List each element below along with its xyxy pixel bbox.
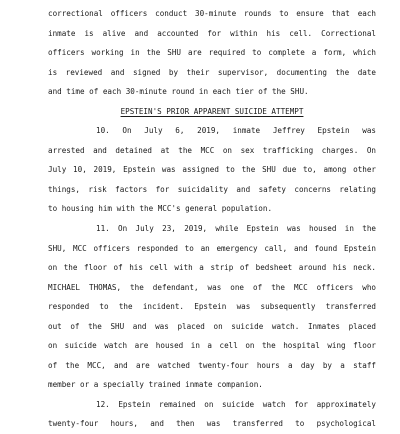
paragraph-12-first-line: 12. Epstein remained on suicide watch for approximately [96, 399, 376, 409]
section-heading: EPSTEIN'S PRIOR APPARENT SUICIDE ATTEMPT [120, 106, 304, 116]
text-line: on suicide watch are housed in a cell on the hospital wing floor [48, 341, 376, 351]
text-line: and time of each 30-minute round in each tier of the SHU. [48, 87, 309, 97]
text-line: SHU, MCC officers responded to an emergency call, and found Epstein [48, 243, 376, 253]
text-line: MICHAEL THOMAS, the defendant, was one of the MCC officers who [48, 282, 376, 292]
text-line: member or a specially trained inmate companion. [48, 380, 263, 390]
text-line: correctional officers conduct 30-minute rounds to ensure that each [48, 9, 376, 18]
text-line: twenty-four hours, and then was transferred to psychological [48, 419, 376, 429]
text-line: responded to the incident. Epstein was subsequently transferred [48, 302, 376, 312]
text-line: inmate is alive and accounted for within his cell. Correctional [48, 28, 376, 38]
text-line: is reviewed and signed by their supervisor, documenting the date [48, 67, 376, 77]
paragraph-11-first-line: 11. On July 23, 2019, while Epstein was housed in the [96, 224, 376, 234]
text-line: on the floor of his cell with a strip of bedsheet around his neck. [48, 263, 376, 273]
text-line: of the MCC, and are watched twenty-four hours a day by a staff [48, 360, 376, 370]
text-line: to housing him with the MCC's general population. [48, 204, 273, 214]
text-line: out of the SHU and was placed on suicide watch. Inmates placed [48, 321, 376, 331]
text-line: July 10, 2019, Epstein was assigned to the SHU due to, among other [48, 165, 376, 175]
text-line: officers working in the SHU are required to complete a form, which [48, 48, 376, 58]
section-heading-line [48, 102, 376, 122]
text-line: arrested and detained at the MCC on sex trafficking charges. On [48, 145, 376, 155]
text-line: things, risk factors for suicidality and safety concerns relating [48, 184, 376, 194]
paragraph-10-first-line: 10. On July 6, 2019, inmate Jeffrey Epstein was [96, 126, 376, 136]
